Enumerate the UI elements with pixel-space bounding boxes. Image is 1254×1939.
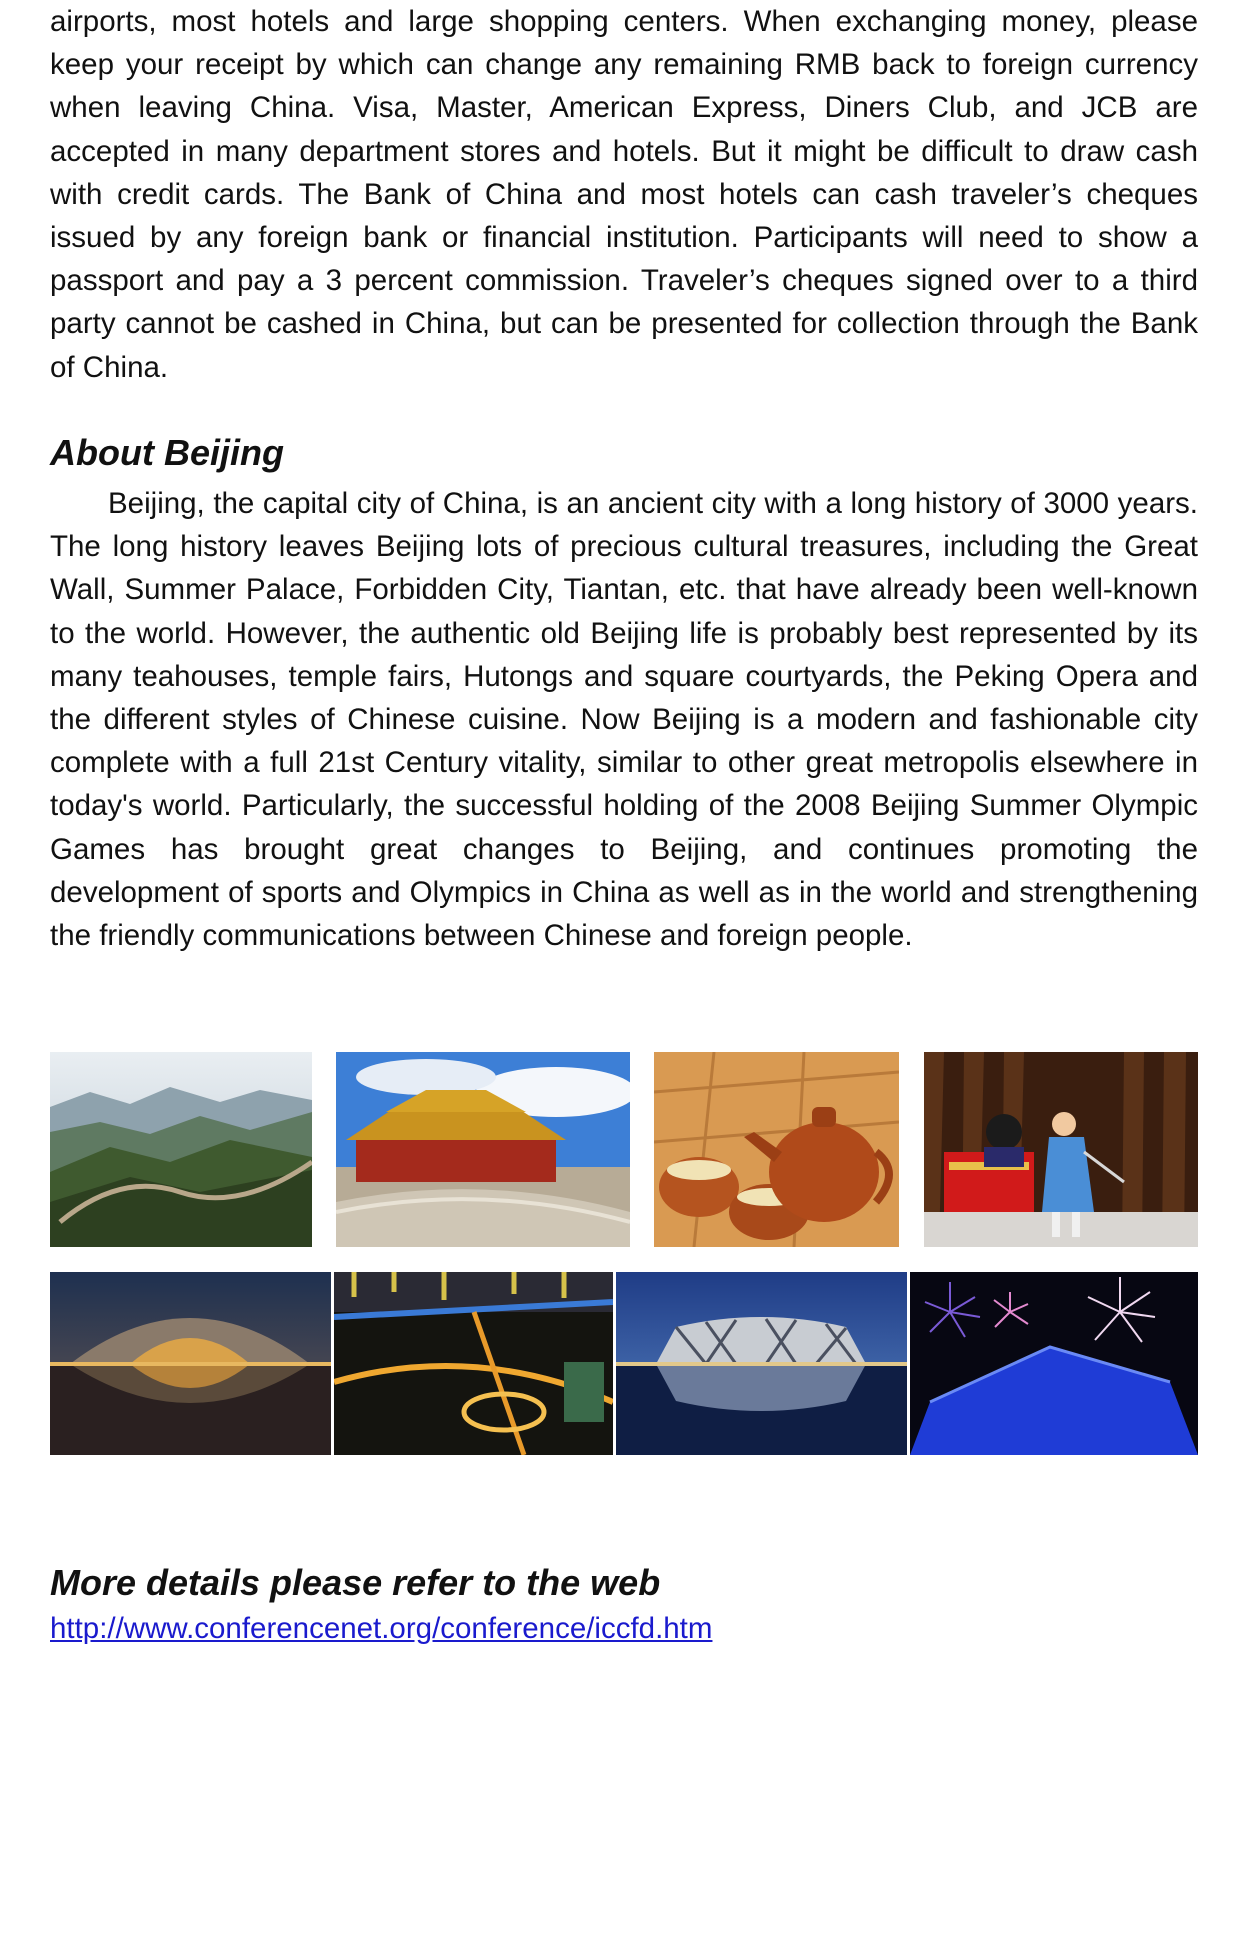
intro-paragraph: airports, most hotels and large shopping centers. When exchanging money, please keep your receipt by which can change any remaining RMB back to foreign currency when leaving China. Visa, Master, American Express, Diners Club, and JCB are accepted in many department stores and hotels. But it might be difficult to draw cash with credit cards. The Bank of China and most hotels can cash traveler’s cheques issued by any foreign bank or financial institution. Participants will need to show a passport and pay a 3 percent commission. Traveler’s cheques signed over to a third party cannot be cashed in China, but can be presented for collection through the Bank of China. [50,5,1198,384]
night-city-photo [334,1272,613,1455]
birds-nest-photo [616,1272,907,1455]
about-beijing-paragraph: Beijing, the capital city of China, is an ancient city with a long history of 3000 years. The long history leaves Beijing lots of precious cultural treasures, including the Great Wall, Summer Palace, Forbidden City, Tiantan, etc. that have already been well-known to the world. However, the authentic old Beijing life is probably best represented by its many teahouses, temple fairs, Hutongs and square courtyards, the Peking Opera and the different styles of Chinese cuisine. Now Beijing is a modern and fashionable city complete with a full 21st Century vitality, similar to other great metropolis elsewhere in today's world. Particularly, the successful holding of the 2008 Beijing Summer Olympic Games has brought great changes to Beijing, and continues promoting the development of sports and Olympics in China as well as in the world and strengthening the friendly communications between Chinese and foreign people. [50,487,1198,953]
water-cube-photo [910,1272,1198,1455]
peking-opera-photo [924,1052,1198,1247]
more-details-heading: More details please refer to the web [50,1562,661,1603]
national-theatre-photo [50,1272,331,1455]
great-wall-photo [50,1052,312,1247]
conference-web-link[interactable]: http://www.conferencenet.org/conference/iccfd.htm [50,1612,713,1645]
teapot-photo [654,1052,899,1247]
forbidden-city-photo [336,1052,630,1247]
about-beijing-heading: About Beijing [50,432,284,473]
